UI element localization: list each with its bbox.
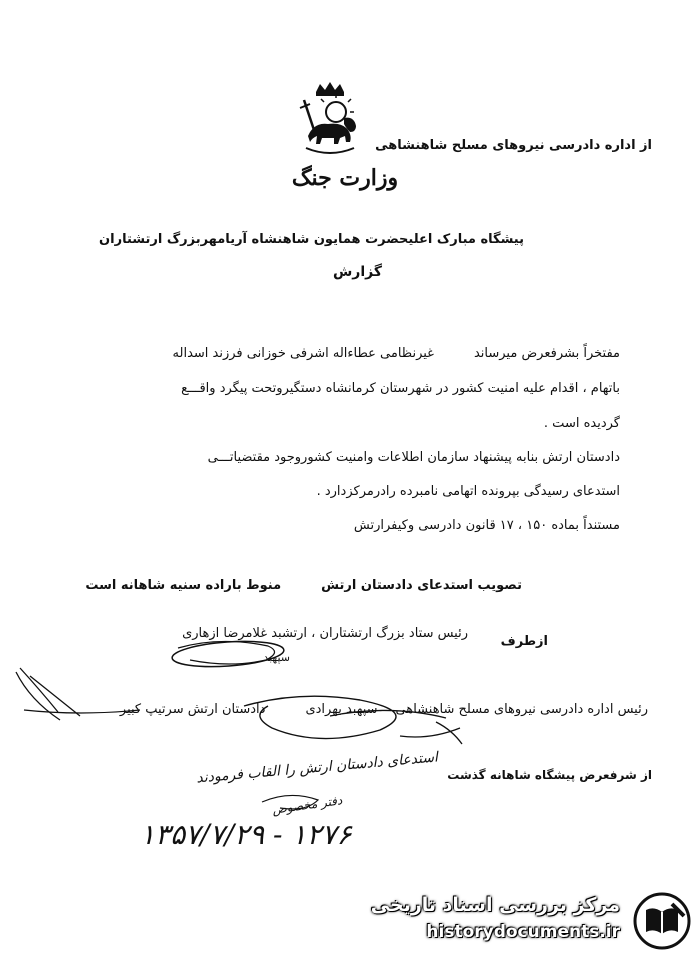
head-office-title: رئیس اداره دادرسی نیروهای مسلح شاهنشاهی [395, 702, 648, 717]
signatories-row [120, 702, 648, 717]
book-logo-icon [632, 892, 692, 950]
lion-and-sun-emblem [290, 78, 370, 158]
body-line-4: دادستان ارتش بنابه پیشنهاد سازمان اطلاعات وامنیت کشوروجود مقتضیاتـــی [207, 450, 620, 465]
document-subject: گزارش [332, 264, 382, 280]
body-line-6: مستنداً بماده ۱۵۰ ، ۱۷ قانون دادرسی وکیفرارتش [353, 518, 620, 533]
reference-number: ۱۳۵۷/۷/۲۹ - ۱۲۷۶ [140, 818, 352, 851]
recipient-line: پیشگاه مبارک اعلیحضرت همایون شاهنشاه آریامهربزرگ ارتشتاران [99, 232, 524, 247]
body-line-1 [173, 346, 620, 361]
watermark-title: مرکز بررسی اسناد تاریخی [370, 894, 620, 916]
watermark [370, 890, 696, 952]
watermark-url: historydocuments.ir [426, 922, 620, 942]
issuing-office: از اداره دادرسی نیروهای مسلح شاهنشاهی [375, 138, 652, 153]
chief-of-staff-signature-text: سپهبد [263, 651, 290, 664]
body-line-1-subject: غیرنظامی عطاءاله اشرفی خوزانی فرزند اسداله [172, 346, 434, 361]
body-line-5: استدعای رسیدگی بپرونده اتهامی نامبرده رادرمرکزدارد . [316, 484, 620, 499]
approval-line [85, 578, 522, 593]
annotation-prefix: از شرفعرض پیشگاه شاهانه گذشت [447, 768, 652, 782]
ministry-title: وزارت جنگ [291, 165, 399, 191]
chief-of-staff-line: رئیس ستاد بزرگ ارتشتاران ، ارتشبد غلامرضا ازهاری [182, 626, 468, 641]
body-line-3: گردیده است . [543, 416, 620, 431]
head-office-name: سپهبد بهرادی [305, 702, 378, 717]
from-label: ازطرف [500, 634, 548, 649]
prosecutor-line: دادستان ارتش سرتیپ کبیر [119, 702, 266, 717]
body-line-1-opening: مفتخراً بشرفعرض میرساند [473, 346, 620, 361]
handwritten-office: دفتر مخصوص [270, 793, 343, 817]
approval-part-a: تصویب استدعای دادستان ارتش [321, 578, 522, 593]
approval-part-b: منوط باراده سنیه شاهانه است [85, 578, 282, 593]
body-line-2: باتهام ، اقدام علیه امنیت کشور در شهرستان کرمانشاه دستگیروتحت پیگرد واقـــع [181, 381, 620, 396]
handwritten-annotation: استدعای دادستان ارتش را القاب فرمودند [195, 749, 439, 787]
